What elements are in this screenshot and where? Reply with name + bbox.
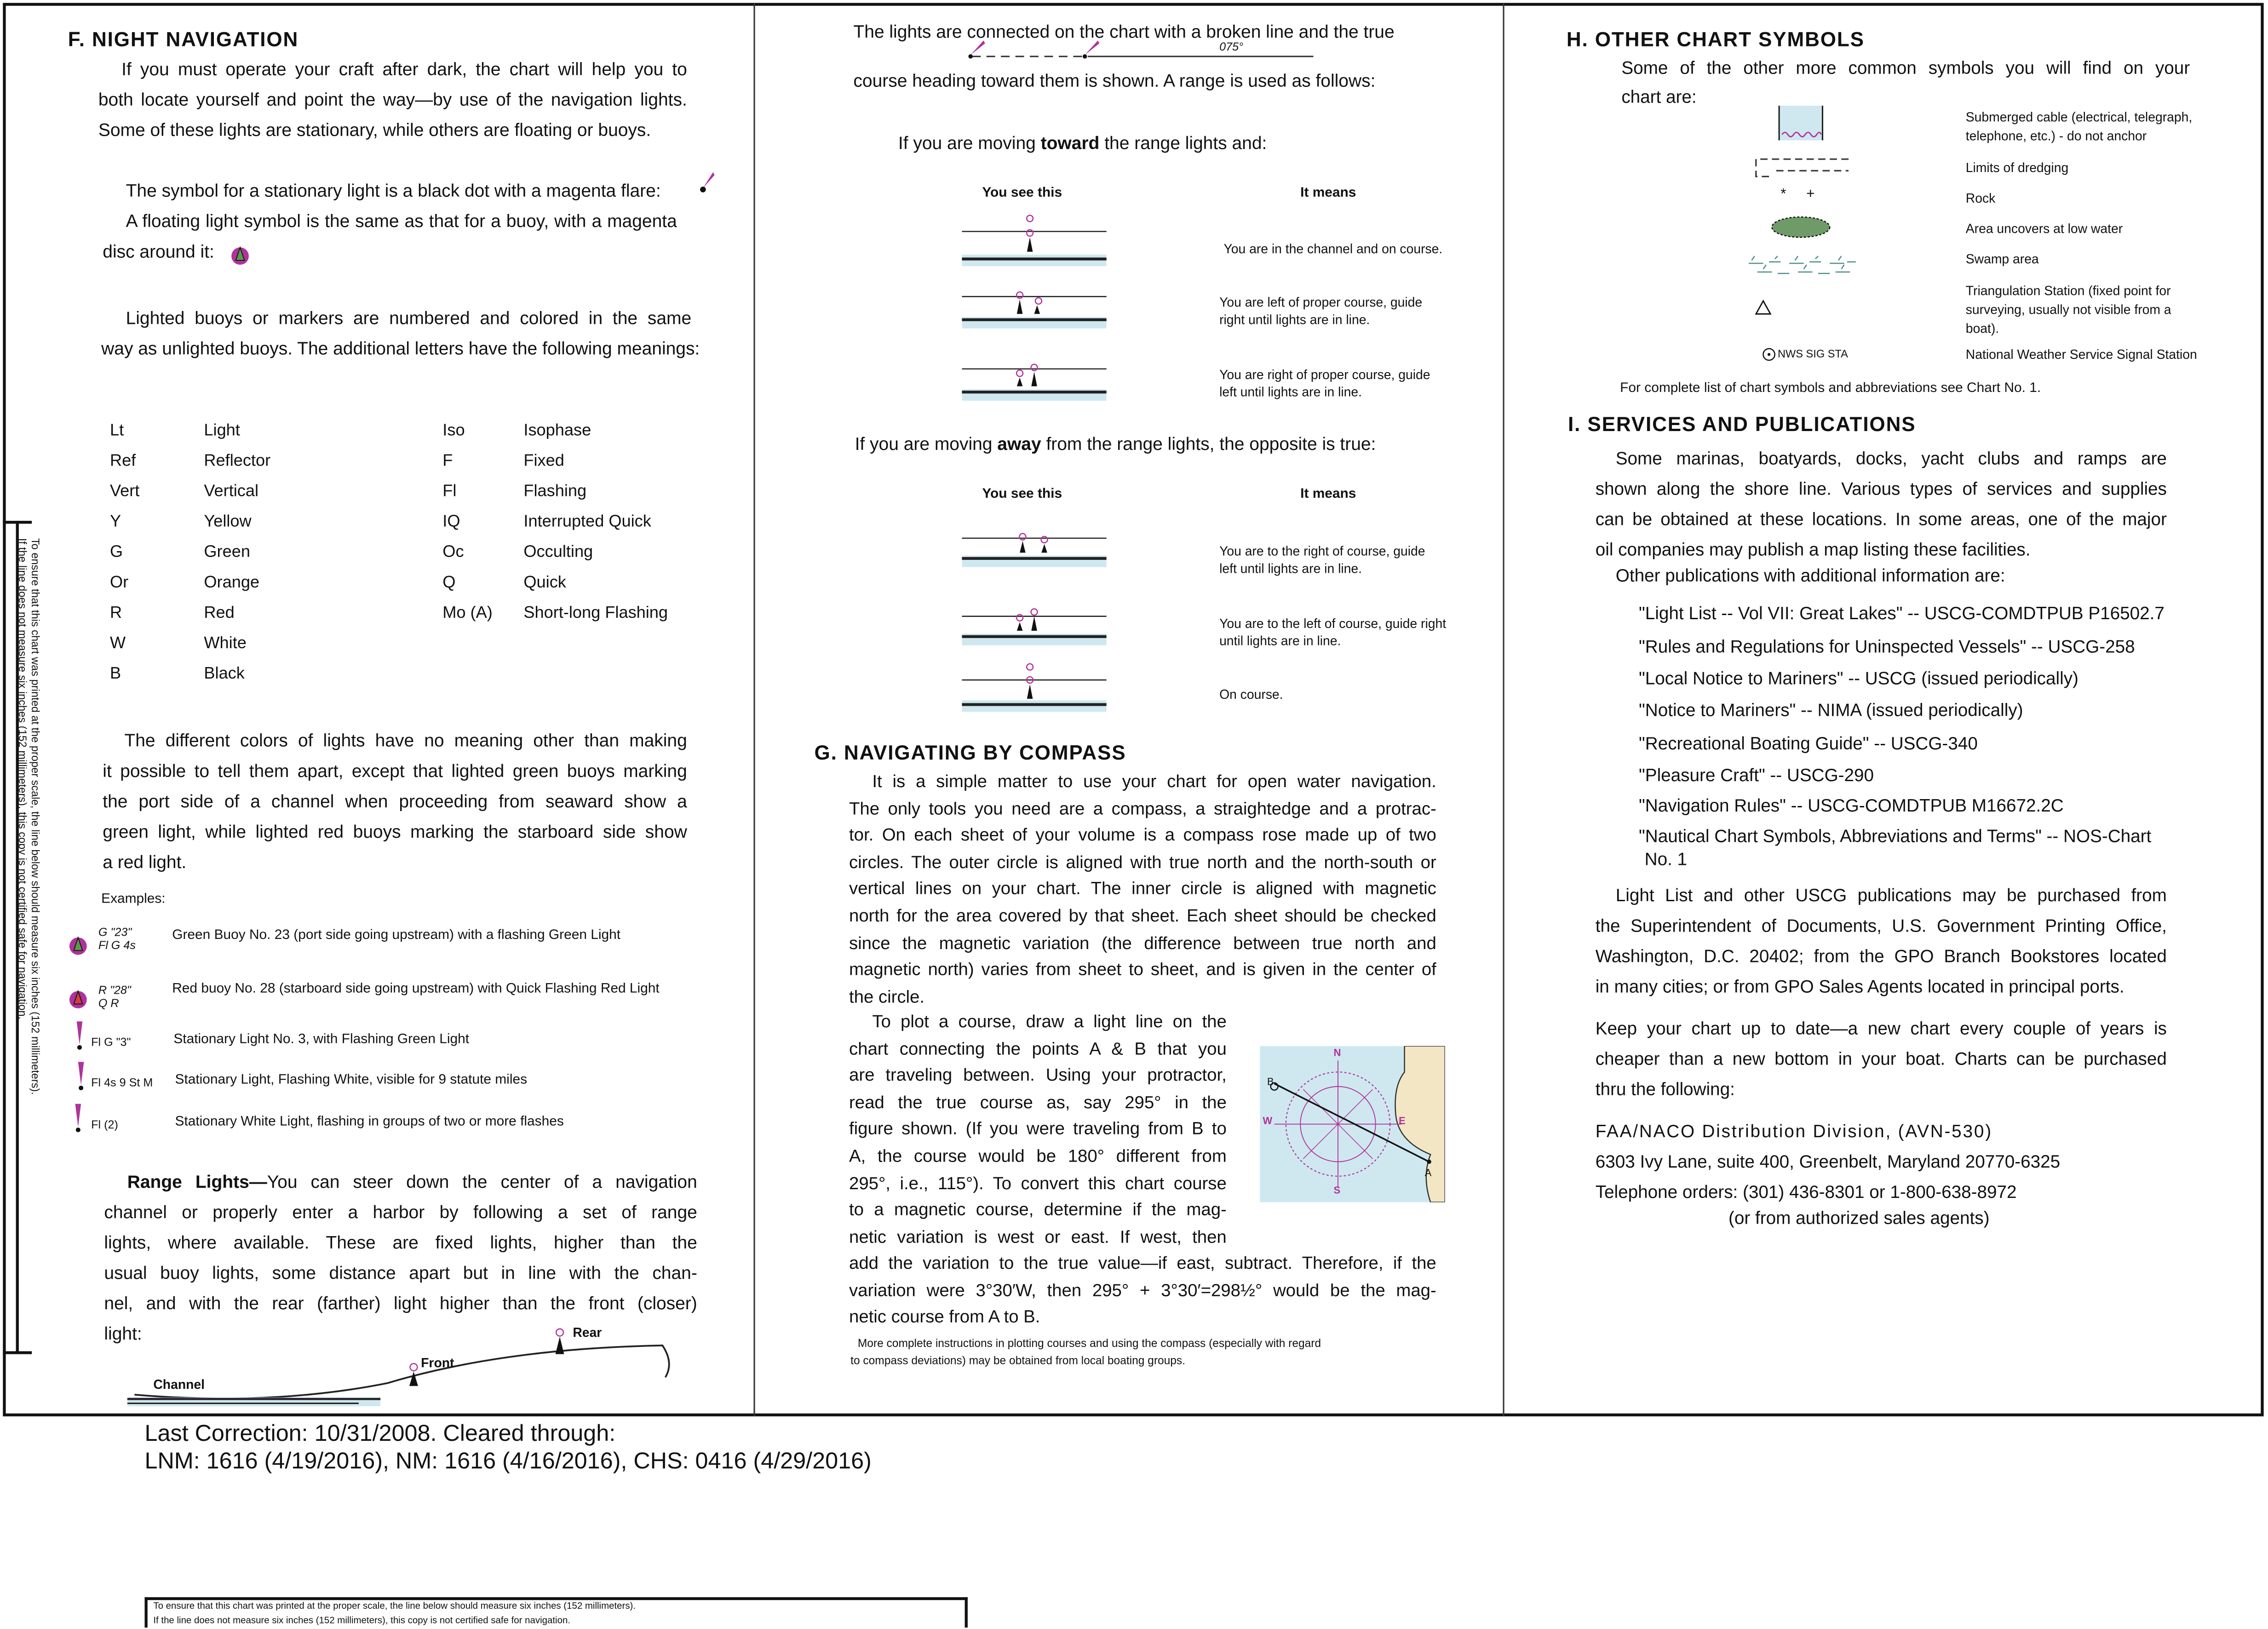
symbol-desc-nws: National Weather Service Signal Station [1965, 347, 2197, 362]
side-scale-text: To ensure that this chart was printed at the proper scale, the line below should measure six inches (152 millimeters). If the line does not measure six inches (152 millimeters), this copy is not certified safe for navigation. [16, 538, 42, 1095]
dredging-limit-icon [1750, 155, 1851, 181]
symbol-desc-cable: Submerged cable (electrical, telegraph, telephone, etc.) - do not anchor [1965, 110, 2193, 144]
last-correction: Last Correction: 10/31/2008. Cleared through: LNM: 1616 (4/19/2016), NM: 1616 (4/16/2016), CHS: 0416 (4/29/2016) [144, 1422, 872, 1474]
section-f-heading: F. NIGHT NAVIGATION [68, 27, 299, 51]
symbols-intro: Some of the other more common symbols you will find on your chart are: [1621, 58, 2190, 107]
range-lights-line: light: [104, 1324, 142, 1344]
toward-meaning-2: You are left of proper course, guide right until lights are in line. [1219, 295, 1423, 327]
update-para: Keep your chart up to date—a new chart every couple of years is cheaper than a new bottom in your boat. Charts can be purchased thru the following: [1595, 1018, 2167, 1100]
colors-para-2: it possible to tell them apart, except that lighted green buoys marking [103, 761, 687, 782]
compass-rose-figure [1260, 1046, 1445, 1203]
compass-w-label: W [1263, 1117, 1273, 1127]
other-pubs-label: Other publications with additional information are: [1615, 565, 2005, 586]
compass-point-b: B [1267, 1077, 1274, 1088]
uncovers-area-icon [1769, 214, 1832, 240]
range-chart-text: The lights are connected on the chart with a broken line and the true [853, 22, 1395, 42]
floating-light-icon [230, 239, 250, 268]
range-course-line [966, 38, 1328, 61]
section-g-heading: G. NAVIGATING BY COMPASS [814, 741, 1126, 764]
rock-icon: * + [1780, 186, 1815, 203]
away-view-3 [962, 662, 1106, 718]
colors-para-1: The different colors of lights have no meaning other than making [124, 731, 687, 751]
nws-label: NWS SIG STA [1777, 347, 1848, 361]
purchase-para: Light List and other USCG publications may be purchased from the Superintendent of Documents, U.S. Government Printing Office, Washington, D.C. 20402; from the GPO Branch Bookstores located in many cities; or from GPO Sales Agents located in principal ports. [1595, 885, 2167, 997]
submerged-cable-icon [1776, 106, 1826, 144]
colors-para-5: a red light. [103, 852, 187, 873]
symbol-desc-swamp: Swamp area [1965, 252, 2039, 266]
stationary-light-text: The symbol for a stationary light is a black dot with a magenta flare: [126, 181, 661, 201]
compass-note: More complete instructions in plotting courses and using the compass (especially with regard to compass deviations) may be obtained from local boating groups. [850, 1336, 1321, 1367]
away-meaning-3: On course. [1219, 687, 1283, 702]
list-item: "Local Notice to Mariners" -- USCG (issued periodically) [1639, 668, 2079, 689]
you-see-header: You see this [982, 185, 1062, 201]
fig-rear-label: Rear [573, 1325, 602, 1340]
list-item: "Light List -- Vol VII: Great Lakes" -- USCG-COMDTPUB P16502.7 [1639, 603, 2165, 624]
night-intro-2: both locate yourself and point the way—by use of the navigation lights. [98, 89, 687, 110]
list-item: "Nautical Chart Symbols, Abbreviations and Terms" -- NOS-Chart [1639, 826, 2152, 846]
distribution-address: FAA/NACO Distribution Division, (AVN-530) 6303 Ivy Lane, suite 400, Greenbelt, Maryland 20770-6325 Telephone orders: (301) 436-8301 or 1-800-638-8972 [1595, 1121, 2061, 1203]
examples-label: Examples: [101, 891, 166, 907]
compass-para: It is a simple matter to use your chart for open water navigation. The only tools you need are a compass, a straightedge and a protrac- tor. On each sheet of your volume is a compass rose made up of two circles. The outer circle is aligned with true north and the north-south or vertical lines on your chart. The inner circle is aligned with magnetic north for the area covered by that sheet. Each sheet should be checked since the magnetic variation (the difference between true north and magnetic north) varies from sheet to sheet, and is given in the center of the circle. [849, 771, 1436, 1007]
plot-para: To plot a course, draw a light line on the chart connecting the points A & B that you are traveling between. Using your protractor, read the true course as, say 295° in the figure shown. (If you were traveling from B to A, the course would be 180° different from 295°, i.e., 115°). To convert this chart course to a magnetic course, determine if the mag- netic variation is west or east. If west, then [849, 1011, 1227, 1247]
services-para: Some marinas, boatyards, docks, yacht clubs and ramps are shown along the shore line. Various types of services and supplies can be obtained at these locations. In some areas, one of the major oil companies may publish a map listing these facilities. [1595, 448, 2167, 560]
compass-point-a: A [1424, 1169, 1432, 1180]
toward-meaning-1: You are in the channel and on course. [1223, 242, 1443, 256]
plot-para-tail: add the variation to the true value—if east, subtract. Therefore, if the variation were 3°30′W, then 295° + 3°30′=298½° would be the mag- netic course from A to B. [849, 1253, 1436, 1327]
away-meaning-2: You are to the left of course, guide right until lights are in line. [1219, 616, 1447, 648]
course-label: 075° [1219, 40, 1244, 54]
colors-para-4: green light, while lighted red buoys marking the starboard side show [103, 822, 687, 842]
away-view-1 [962, 521, 1106, 576]
symbol-desc-dredging: Limits of dredging [1965, 161, 2069, 175]
fig-channel-label: Channel [153, 1377, 205, 1392]
toward-meaning-3: You are right of proper course, guide left until lights are in line. [1219, 367, 1430, 399]
compass-n-label: N [1333, 1048, 1341, 1059]
list-item: "Recreational Boating Guide" -- USCG-340 [1639, 733, 1978, 754]
range-chart-text-2: course heading toward them is shown. A range is used as follows: [853, 71, 1376, 92]
list-item: "Rules and Regulations for Uninspected Vessels" -- USCG-258 [1639, 636, 2135, 657]
it-means-header: It means [1300, 486, 1356, 502]
range-lights-para: Range Lights—You can steer down the center of a navigation [127, 1172, 697, 1192]
column-divider [1503, 3, 1504, 1416]
night-intro: If you must operate your craft after dark, the chart will help you to [121, 59, 687, 80]
symbol-desc-rock: Rock [1965, 191, 1996, 206]
it-means-header: It means [1300, 185, 1356, 201]
range-lights-line: nel, and with the rear (farther) light higher than the front (closer) [104, 1293, 697, 1314]
fig-front-label: Front [421, 1355, 454, 1370]
column-divider [753, 3, 755, 1416]
symbol-desc-triangulation: Triangulation Station (fixed point for surveying, usually not visible from a boat). [1965, 283, 2171, 336]
list-item: "Notice to Mariners" -- NIMA (issued periodically) [1639, 700, 2023, 721]
away-view-2 [962, 599, 1106, 654]
range-lights-line: channel or properly enter a harbor by following a set of range [104, 1202, 697, 1223]
lighted-buoys-text: Lighted buoys or markers are numbered and colored in the same [126, 308, 692, 328]
section-h-heading: H. OTHER CHART SYMBOLS [1566, 27, 1865, 51]
list-item: "Navigation Rules" -- USCG-COMDTPUB M16672.2C [1639, 795, 2064, 816]
floating-light-text: A floating light symbol is the same as that for a buoy, with a magenta [126, 211, 677, 232]
triangulation-station-icon [1755, 299, 1772, 316]
list-item: No. 1 [1644, 849, 1688, 870]
you-see-header: You see this [982, 486, 1062, 502]
compass-e-label: E [1399, 1117, 1406, 1127]
scale-note: To ensure that this chart was printed at the proper scale, the line below should measure six inches (152 millimeters). If the line does not measure six inches (152 millimeters), this copy is not certified safe for navigation. [153, 1601, 636, 1626]
sales-agents-note: (or from authorized sales agents) [1728, 1208, 1990, 1228]
colors-para-3: the port side of a channel when proceeding from seaward show a [103, 791, 687, 812]
chart-no1-note: For complete list of chart symbols and abbreviations see Chart No. 1. [1620, 380, 2041, 397]
list-item: "Pleasure Craft" -- USCG-290 [1639, 765, 1874, 786]
swamp-icon [1746, 254, 1859, 281]
range-view-right [962, 351, 1106, 407]
section-i-heading: I. SERVICES AND PUBLICATIONS [1568, 412, 1916, 436]
range-lights-line: lights, where available. These are fixed lights, higher than the [104, 1232, 697, 1253]
weather-station-icon [1762, 347, 1776, 362]
away-meaning-1: You are to the right of course, guide left until lights are in line. [1219, 544, 1425, 576]
range-view-left [962, 279, 1106, 334]
symbol-desc-uncovers: Area uncovers at low water [1965, 221, 2123, 236]
night-intro-3: Some of these lights are stationary, while others are floating or buoys. [98, 120, 651, 141]
floating-light-text-2: disc around it: [103, 242, 214, 262]
compass-s-label: S [1333, 1186, 1341, 1197]
toward-heading: If you are moving toward the range lights and: [898, 133, 1267, 154]
lighted-buoys-text-2: way as unlighted buoys. The additional letters have the following meanings: [101, 338, 700, 359]
range-view-on-course [962, 214, 1106, 269]
away-heading: If you are moving away from the range lights, the opposite is true: [855, 434, 1376, 455]
range-lights-line: usual buoy lights, some distance apart but in line with the chan- [104, 1263, 697, 1284]
stationary-light-icon [695, 169, 718, 196]
